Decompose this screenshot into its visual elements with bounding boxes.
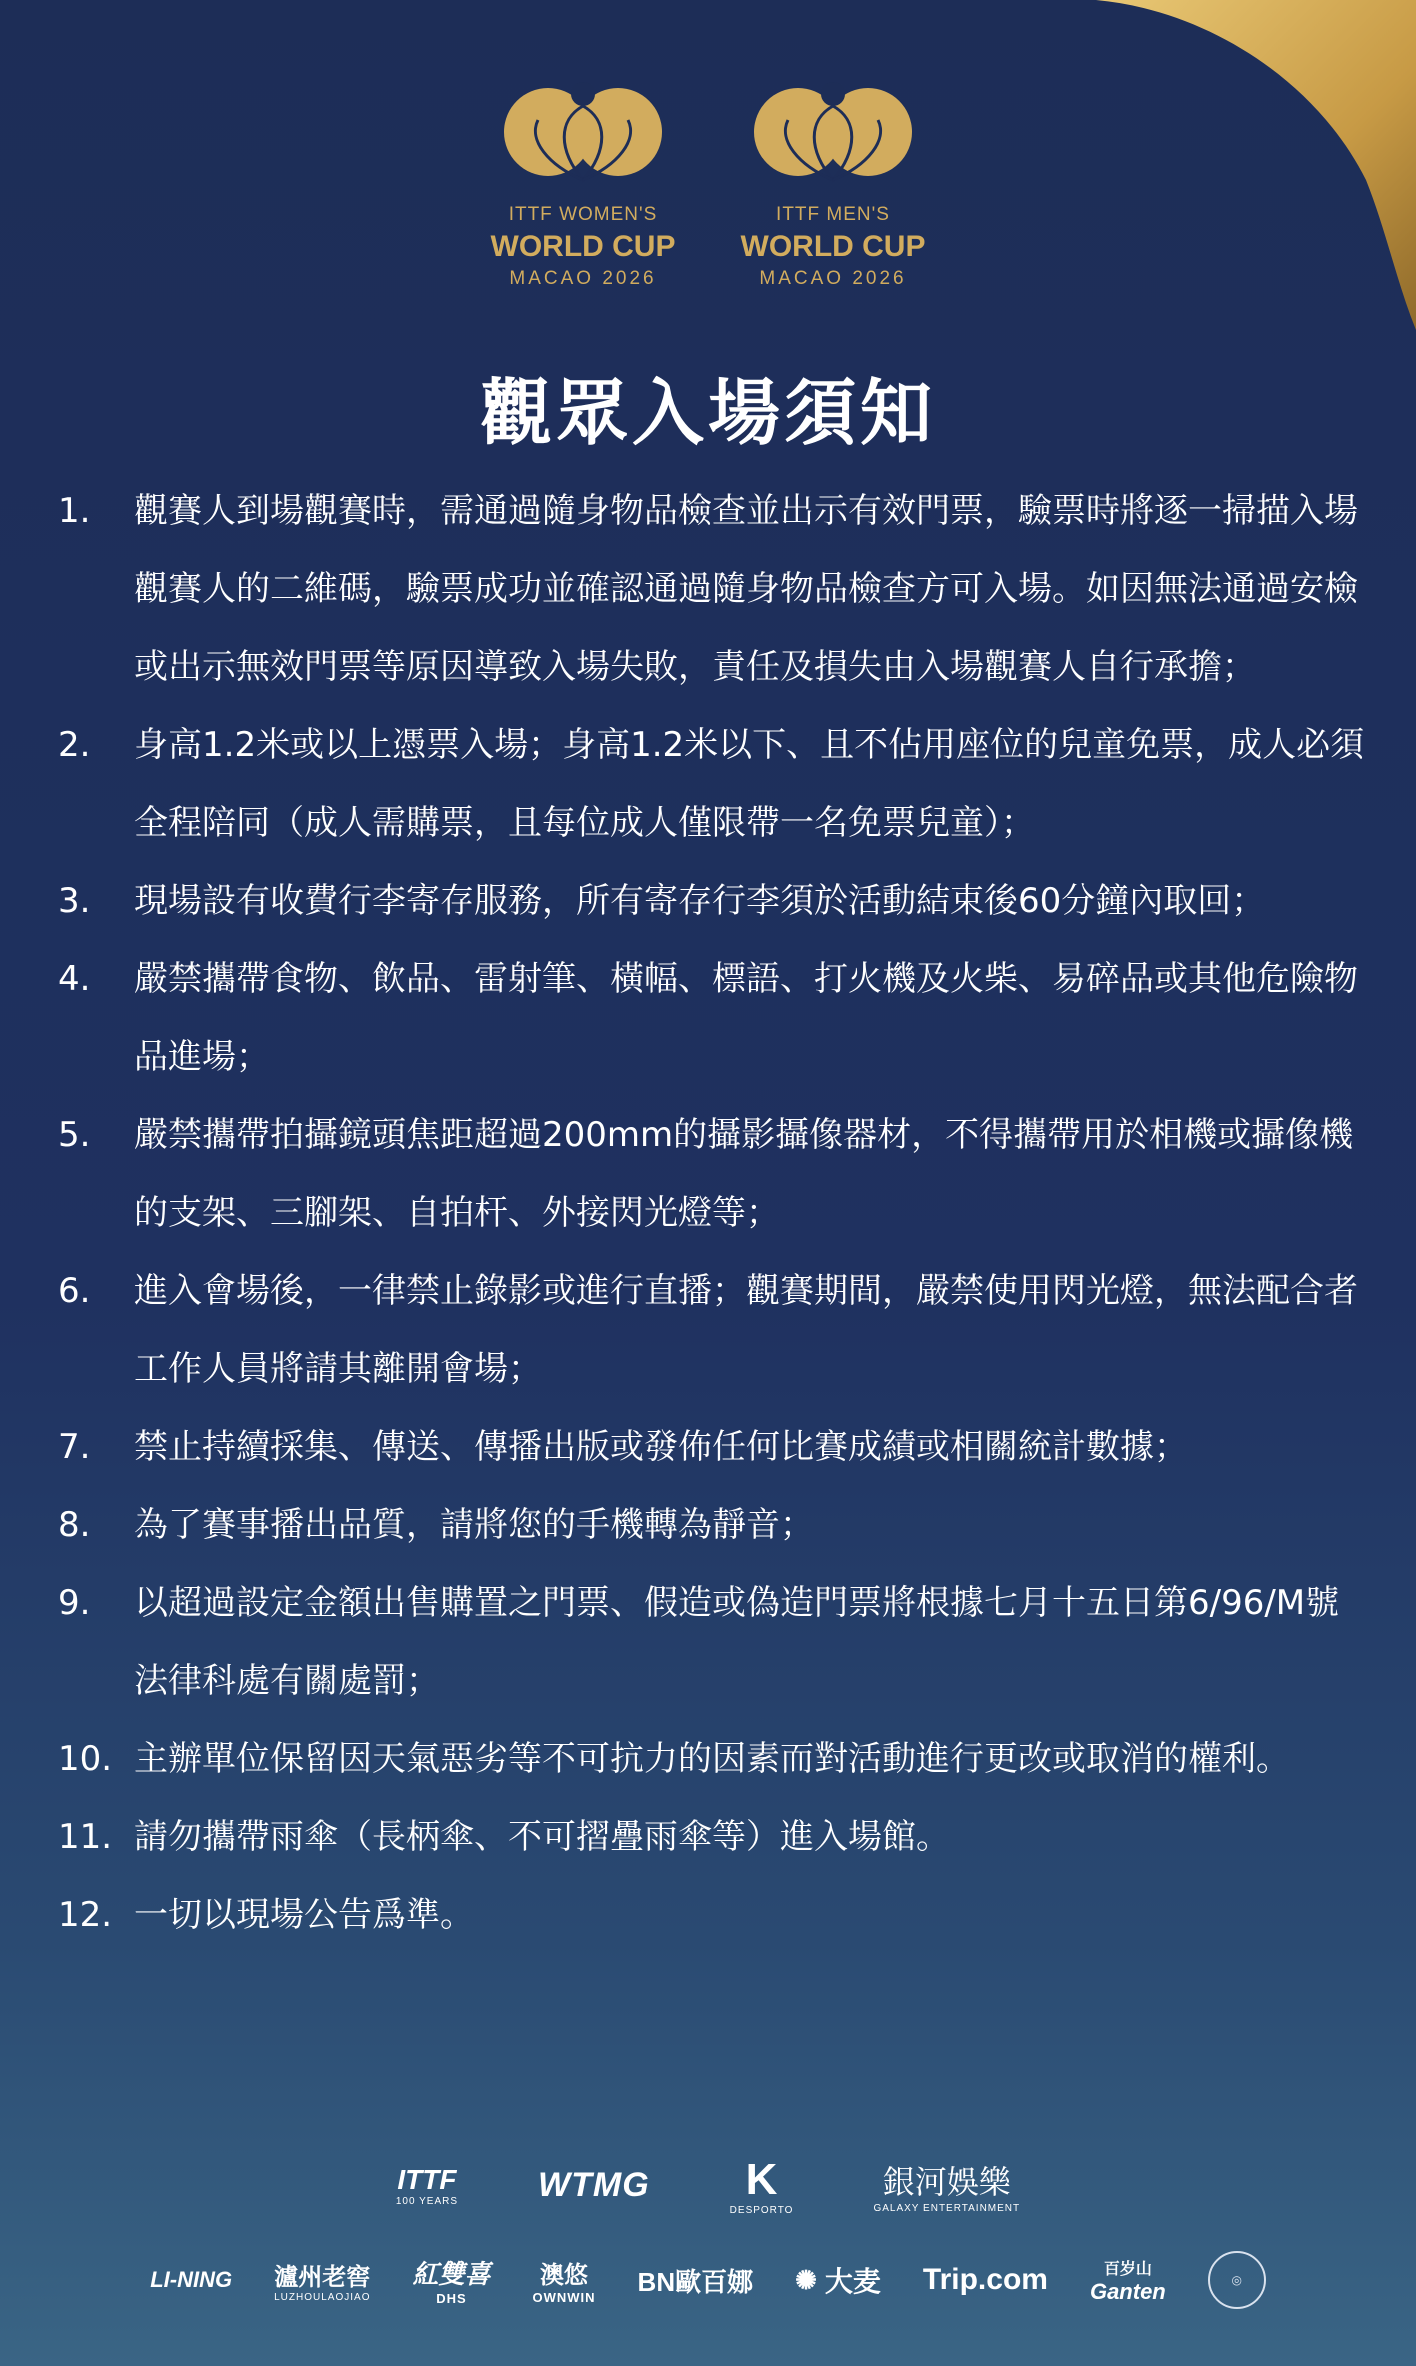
sponsor-sub: Ganten xyxy=(1089,2278,1166,2304)
sponsor-sub: OWNWIN xyxy=(532,2290,596,2305)
sponsor-row-secondary xyxy=(0,2245,1416,2315)
rule-text: 嚴禁攜帶拍攝鏡頭焦距超過200mm的攝影攝像器材，不得攜帶用於相機或攝像機的支架、三腳架、自拍杆、外接閃光燈等； xyxy=(134,1115,1354,1233)
rule-number: 8. xyxy=(58,1505,91,1545)
sponsor-lining-logo xyxy=(150,2245,232,2315)
rule-item xyxy=(58,1486,1368,1564)
womens-world-cup-logo xyxy=(488,70,678,290)
sponsor-name: 紅雙喜 xyxy=(412,2259,491,2289)
rule-item xyxy=(58,940,1368,1096)
rule-text: 觀賽人到場觀賽時，需通過隨身物品檢查並出示有效門票，驗票時將逐一掃描入場觀賽人的二維碼，驗票成功並確認通過隨身物品檢查方可入場。如因無法通過安檢或出示無效門票等原因導致入場失敗，責任及損失由入場觀賽人自行承擔； xyxy=(134,491,1358,687)
rule-text: 現場設有收費行李寄存服務，所有寄存行李須於活動結束後60分鐘內取回； xyxy=(134,881,1266,921)
rule-item xyxy=(58,1798,1368,1876)
sponsor-row-primary xyxy=(0,2150,1416,2220)
sponsor-name: K xyxy=(745,2154,778,2204)
sponsor-sub: DHS xyxy=(436,2291,467,2306)
sponsor-galaxy-logo xyxy=(873,2150,1020,2220)
sponsor-ganten-logo xyxy=(1090,2245,1166,2315)
orchid-logo-icon xyxy=(738,70,928,190)
sponsor-name: LI-NING xyxy=(150,2267,233,2292)
rule-item xyxy=(58,706,1368,862)
rule-number: 1. xyxy=(58,491,91,531)
rule-item xyxy=(58,1408,1368,1486)
rule-number: 2. xyxy=(58,725,91,765)
sponsor-name: 銀河娛樂 xyxy=(882,2162,1011,2201)
seal-emblem-icon: ◎ xyxy=(1208,2251,1266,2309)
sponsor-bn-logo xyxy=(638,2245,754,2315)
rule-number: 10. xyxy=(58,1739,113,1779)
rule-text: 以超過設定金額出售購置之門票、假造或偽造門票將根據七月十五日第6/96/M號法律科處有關處罰； xyxy=(134,1583,1340,1701)
sponsor-ownwin-logo xyxy=(533,2245,596,2315)
rule-text: 請勿攜帶雨傘（長柄傘、不可摺疊雨傘等）進入場館。 xyxy=(134,1817,950,1857)
logo-line1: ITTF MEN'S xyxy=(776,204,890,225)
rule-text: 進入會場後，一律禁止錄影或進行直播；觀賽期間，嚴禁使用閃光燈，無法配合者工作人員將請其離開會場； xyxy=(134,1271,1358,1389)
rule-text: 為了賽事播出品質，請將您的手機轉為靜音； xyxy=(134,1505,814,1545)
rule-text: 禁止持續採集、傳送、傳播出版或發佈任何比賽成績或相關統計數據； xyxy=(134,1427,1188,1467)
rule-item xyxy=(58,472,1368,706)
rule-item xyxy=(58,1096,1368,1252)
rule-text: 一切以現場公告爲準。 xyxy=(134,1895,474,1935)
rule-item xyxy=(58,862,1368,940)
logo-line2: WORLD CUP xyxy=(490,230,676,263)
event-logos xyxy=(0,70,1416,290)
rule-number: 7. xyxy=(58,1427,91,1467)
sponsor-sub: GALAXY ENTERTAINMENT xyxy=(873,2202,1021,2214)
sponsor-ittf-logo xyxy=(396,2150,458,2220)
rule-text: 嚴禁攜帶食物、飲品、雷射筆、橫幅、標語、打火機及火柴、易碎品或其他危險物品進場； xyxy=(134,959,1358,1077)
sponsor-luzhoulaojiao-logo xyxy=(274,2245,370,2315)
rules-list xyxy=(58,472,1368,1954)
rule-number: 12. xyxy=(58,1895,113,1935)
logo-line1: ITTF WOMEN'S xyxy=(508,204,658,225)
sponsor-name: 澳悠 xyxy=(540,2262,589,2289)
sponsor-damai-logo xyxy=(795,2245,881,2315)
rule-text: 主辦單位保留因天氣惡劣等不可抗力的因素而對活動進行更改或取消的權利。 xyxy=(134,1739,1290,1779)
sponsor-desporto-logo xyxy=(730,2150,794,2220)
logo-line3: MACAO 2026 xyxy=(759,268,907,289)
page-title: 觀眾入場須知 xyxy=(479,371,936,455)
rule-item xyxy=(58,1252,1368,1408)
rule-number: 4. xyxy=(58,959,91,999)
sponsor-name: WTMG xyxy=(538,2165,650,2204)
orchid-logo-icon xyxy=(488,70,678,190)
sponsor-name: 百岁山 xyxy=(1103,2260,1152,2278)
rule-number: 11. xyxy=(58,1817,113,1857)
sponsor-trip-logo xyxy=(923,2245,1048,2315)
rule-number: 9. xyxy=(58,1583,91,1623)
damai-star-icon: ✺ xyxy=(795,2264,817,2295)
rule-item xyxy=(58,1876,1368,1954)
rule-number: 3. xyxy=(58,881,91,921)
sponsor-name: 瀘州老窖 xyxy=(274,2264,371,2291)
sponsor-name: 大麦 xyxy=(824,2266,881,2297)
rule-item xyxy=(58,1720,1368,1798)
sponsor-wtmg-logo xyxy=(538,2150,650,2220)
sponsor-name: BN歐百娜 xyxy=(637,2266,754,2297)
logo-line3: MACAO 2026 xyxy=(509,268,657,289)
rule-number: 6. xyxy=(58,1271,91,1311)
rule-text: 身高1.2米或以上憑票入場；身高1.2米以下、且不佔用座位的兒童免票，成人必須全程陪同（成人需購票，且每位成人僅限帶一名免票兒童）； xyxy=(134,725,1365,843)
sponsor-dhs-logo xyxy=(412,2245,490,2315)
rule-item xyxy=(58,1564,1368,1720)
sponsor-sub: DESPORTO xyxy=(729,2204,794,2216)
sponsor-sub: 100 YEARS xyxy=(395,2195,459,2207)
logo-line2: WORLD CUP xyxy=(740,230,926,263)
sponsor-name: ITTF xyxy=(397,2163,457,2195)
mens-world-cup-logo xyxy=(738,70,928,290)
sponsor-name: Trip.com xyxy=(922,2263,1048,2296)
sponsor-sub: LUZHOULAOJIAO xyxy=(274,2292,371,2303)
rule-number: 5. xyxy=(58,1115,91,1155)
